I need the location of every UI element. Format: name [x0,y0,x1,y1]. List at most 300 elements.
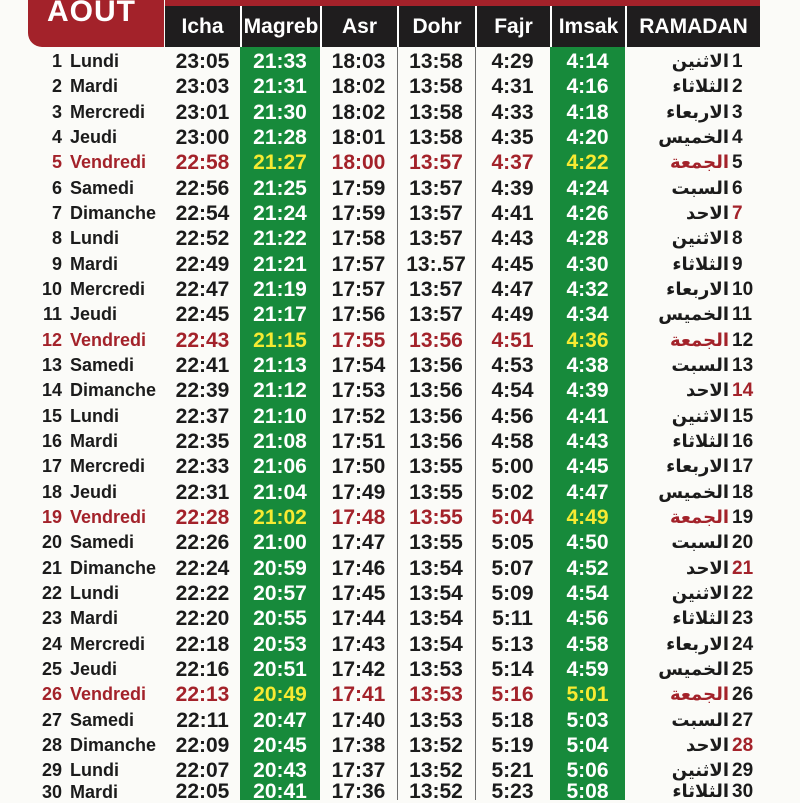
magreb-time: 20:53 [253,632,307,656]
day-name: Jeudi [70,658,118,679]
ramadan-cell [625,353,760,378]
asr-time: 17:40 [331,708,386,732]
day-name: Dimanche [70,734,157,755]
ramadan-cell [625,429,760,454]
fajr-time: 4:53 [491,353,534,377]
ramadan-cell [625,302,760,327]
imsak-time: 4:43 [566,429,609,453]
asr-time: 17:37 [331,759,386,783]
day-name: Lundi [70,582,119,603]
asr-time: 18:02 [331,75,386,99]
table-row [28,100,760,125]
dohr-time: 13:57 [409,277,463,301]
dohr-time: 13:57 [409,201,463,225]
day-number: 1 [51,51,62,71]
imsak-time: 5:01 [566,683,609,707]
ramadan-cell [625,480,760,505]
imsak-time: 4:22 [566,151,609,175]
day-name: Jeudi [70,481,118,502]
table-row [28,581,760,606]
asr-time: 17:53 [331,379,386,403]
icha-time: 22:05 [175,779,230,803]
day-name: Mercredi [70,633,146,654]
ramadan-day-name: السبت [671,709,729,731]
ramadan-day-number: 4 [732,126,743,148]
fajr-time: 4:47 [491,277,534,301]
icha-time: 22:22 [175,581,230,605]
icha-time: 22:43 [175,328,230,352]
ramadan-day-name: الثلاثاء [672,430,729,452]
day-number: 10 [41,278,62,299]
dohr-time: 13:54 [409,607,463,631]
asr-time: 18:00 [331,151,386,175]
ramadan-cell [625,328,760,353]
day-name: Vendredi [70,152,147,173]
table-row [28,49,760,74]
icha-time: 22:28 [175,505,230,529]
ramadan-day-number: 5 [732,152,743,174]
asr-time: 17:44 [331,607,386,631]
day-number: 9 [51,253,62,274]
dohr-time: 13:52 [409,759,463,783]
ramadan-day-name: الثلاثاء [672,608,729,630]
asr-time: 17:59 [331,201,386,225]
magreb-time: 21:15 [253,328,307,352]
imsak-time: 4:58 [566,632,609,656]
table-row [28,657,760,682]
magreb-time: 21:17 [253,303,307,327]
column-header-magreb: Magreb [240,6,320,47]
ramadan-day-number: 25 [732,658,754,680]
ramadan-day-name: الاثنين [671,51,729,72]
imsak-time: 4:59 [566,657,609,681]
ramadan-cell [625,780,760,802]
ramadan-day-number: 27 [732,709,754,731]
day-number: 16 [41,430,62,451]
ramadan-day-number: 26 [732,684,754,706]
fajr-time: 5:09 [491,581,534,605]
table-row [28,302,760,327]
ramadan-day-name: السبت [671,177,729,199]
dohr-time: 13:53 [409,657,463,681]
icha-time: 23:05 [175,50,230,73]
ramadan-day-number: 23 [732,608,754,630]
ramadan-day-number: 6 [732,177,743,199]
fajr-time: 5:13 [491,632,534,656]
table-row [28,226,760,251]
ramadan-day-name: الثلاثاء [672,780,729,802]
ramadan-day-name: الاثنين [671,405,729,427]
day-name: Mercredi [70,278,146,299]
day-number: 7 [51,202,62,223]
icha-time: 23:01 [175,100,230,124]
fajr-time: 5:02 [491,480,534,504]
month-tab [28,0,164,47]
asr-time: 17:55 [331,328,386,352]
ramadan-day-number: 7 [732,202,743,224]
column-header-icha: Icha [165,6,240,47]
icha-time: 22:07 [175,759,230,783]
fajr-time: 4:35 [491,125,534,149]
icha-time: 23:00 [175,125,230,149]
table-row [28,530,760,555]
magreb-time: 21:33 [253,50,307,73]
ramadan-day-name: الاربعاء [666,633,729,655]
fajr-time: 5:05 [491,531,534,555]
ramadan-day-name: الجمعة [669,152,729,174]
ramadan-day-number: 30 [732,780,754,802]
asr-time: 17:57 [331,252,386,276]
table-row [28,150,760,175]
dohr-time: 13:53 [409,708,463,732]
imsak-time: 4:45 [566,455,609,479]
imsak-time: 4:49 [566,505,609,529]
table-row [28,277,760,302]
ramadan-day-number: 14 [732,380,754,402]
ramadan-cell [625,226,760,251]
day-name: Lundi [70,51,119,71]
ramadan-cell [625,657,760,682]
day-name: Lundi [70,405,119,426]
ramadan-day-name: الاربعاء [666,101,729,123]
asr-time: 17:42 [331,657,386,681]
magreb-time: 21:19 [253,277,307,301]
fajr-time: 4:54 [491,379,534,403]
imsak-time: 4:30 [566,252,609,276]
day-name: Vendredi [70,506,147,527]
ramadan-day-name: الجمعة [669,506,729,528]
table-row [28,404,760,429]
icha-time: 22:13 [175,683,230,707]
ramadan-day-number: 18 [732,481,754,503]
ramadan-day-name: السبت [671,532,729,554]
ramadan-day-name: الخميس [658,481,729,503]
ramadan-day-number: 11 [732,304,753,326]
imsak-time: 4:24 [566,176,609,200]
asr-time: 17:52 [331,404,386,428]
column-header-imsak: Imsak [550,6,625,47]
column-header-bar [165,0,760,47]
imsak-time: 5:06 [566,759,609,783]
imsak-time: 4:26 [566,201,609,225]
day-name: Vendredi [70,684,147,705]
fajr-time: 5:21 [491,759,534,783]
fajr-time: 5:14 [491,657,534,681]
day-name: Dimanche [70,202,157,223]
ramadan-day-number: 12 [732,329,754,351]
asr-time: 17:46 [331,556,386,580]
day-number: 12 [41,329,62,350]
day-name: Jeudi [70,304,118,325]
day-name: Mercredi [70,101,146,122]
table-row [28,125,760,150]
ramadan-cell [625,708,760,733]
dohr-time: 13:56 [409,353,463,377]
dohr-time: 13:53 [409,683,463,707]
icha-time: 22:24 [175,556,230,580]
imsak-time: 4:34 [566,303,609,327]
day-name: Dimanche [70,557,157,578]
fajr-time: 4:49 [491,303,534,327]
magreb-time: 21:10 [253,404,307,428]
ramadan-day-number: 22 [732,582,754,604]
day-number: 15 [41,405,62,426]
asr-time: 18:03 [331,50,386,73]
ramadan-cell [625,632,760,657]
magreb-time: 20:41 [253,779,307,803]
magreb-time: 21:04 [253,480,307,504]
magreb-time: 20:47 [253,708,307,732]
icha-time: 22:09 [175,733,230,757]
asr-time: 17:38 [331,733,386,757]
day-number: 6 [51,177,62,198]
timetable-body [28,49,760,803]
magreb-time: 21:30 [253,100,307,124]
magreb-time: 21:21 [253,252,307,276]
imsak-time: 4:36 [566,328,609,352]
dohr-time: 13:55 [409,455,463,479]
fajr-time: 4:39 [491,176,534,200]
icha-time: 22:54 [175,201,230,225]
imsak-time: 4:38 [566,353,609,377]
ramadan-cell [625,733,760,758]
month-label: AOUT [47,0,136,28]
ramadan-cell [625,378,760,403]
day-number: 2 [51,76,62,97]
icha-time: 22:58 [175,151,230,175]
ramadan-day-name: الاحد [686,734,729,756]
ramadan-cell [625,277,760,302]
table-row [28,708,760,733]
asr-time: 17:45 [331,581,386,605]
day-name: Lundi [70,760,119,781]
day-name: Mardi [70,781,119,802]
ramadan-cell [625,49,760,74]
table-row [28,556,760,581]
icha-time: 22:45 [175,303,230,327]
imsak-time: 4:52 [566,556,609,580]
asr-time: 17:51 [331,429,386,453]
asr-time: 17:59 [331,176,386,200]
ramadan-day-name: الاربعاء [666,456,729,478]
magreb-time: 21:24 [253,201,307,225]
icha-time: 22:41 [175,353,230,377]
day-number: 22 [41,582,62,603]
magreb-time: 21:22 [253,227,307,251]
dohr-time: 13:52 [409,733,463,757]
asr-time: 17:48 [331,505,386,529]
magreb-time: 21:25 [253,176,307,200]
fajr-time: 5:18 [491,708,534,732]
column-header-fajr: Fajr [475,6,550,47]
day-number: 27 [41,709,62,730]
asr-time: 17:47 [331,531,386,555]
imsak-time: 4:54 [566,581,609,605]
dohr-time: 13:57 [409,303,463,327]
icha-time: 22:26 [175,531,230,555]
icha-time: 22:20 [175,607,230,631]
asr-time: 17:57 [331,277,386,301]
table-row [28,454,760,479]
ramadan-day-number: 3 [732,101,743,123]
icha-time: 22:16 [175,657,230,681]
table-row [28,779,760,803]
ramadan-day-name: الخميس [658,304,729,326]
magreb-time: 21:02 [253,505,307,529]
ramadan-cell [625,74,760,99]
day-number: 19 [41,506,62,527]
day-number: 24 [41,633,62,654]
magreb-time: 20:55 [253,607,307,631]
dohr-time: 13:55 [409,531,463,555]
magreb-time: 21:13 [253,353,307,377]
magreb-time: 21:08 [253,429,307,453]
day-name: Samedi [70,532,135,553]
day-name: Lundi [70,228,119,249]
dohr-time: 13:52 [409,779,463,803]
dohr-time: 13:54 [409,581,463,605]
asr-time: 17:36 [331,779,386,803]
day-number: 26 [41,684,62,705]
ramadan-day-name: الاحد [686,380,729,402]
ramadan-day-name: الخميس [658,126,729,148]
ramadan-cell [625,150,760,175]
ramadan-cell [625,100,760,125]
icha-time: 22:18 [175,632,230,656]
ramadan-day-number: 28 [732,734,754,756]
ramadan-cell [625,176,760,201]
ramadan-day-name: الثلاثاء [672,253,729,275]
magreb-time: 21:12 [253,379,307,403]
ramadan-day-number: 9 [732,253,743,275]
imsak-time: 5:08 [566,779,609,803]
fajr-time: 4:37 [491,151,534,175]
magreb-time: 21:31 [253,75,307,99]
asr-time: 17:43 [331,632,386,656]
table-row [28,252,760,277]
fajr-time: 5:19 [491,733,534,757]
day-number: 18 [41,481,62,502]
imsak-time: 4:56 [566,607,609,631]
day-name: Mardi [70,253,119,274]
magreb-time: 20:49 [253,683,307,707]
dohr-time: 13:55 [409,505,463,529]
icha-time: 22:35 [175,429,230,453]
day-number: 4 [51,126,62,147]
day-number: 25 [41,658,62,679]
ramadan-day-name: الاربعاء [666,278,729,300]
day-name: Vendredi [70,329,147,350]
icha-time: 23:03 [175,75,230,99]
day-name: Samedi [70,709,135,730]
ramadan-day-name: الاحد [686,202,729,224]
day-name: Mercredi [70,456,146,477]
ramadan-day-number: 1 [732,51,743,72]
imsak-time: 4:20 [566,125,609,149]
ramadan-day-number: 20 [732,532,754,554]
icha-time: 22:49 [175,252,230,276]
day-name: Samedi [70,177,135,198]
magreb-time: 21:00 [253,531,307,555]
day-number: 8 [51,228,62,249]
dohr-time: 13:58 [409,125,463,149]
ramadan-cell [625,404,760,429]
day-number: 30 [41,781,62,802]
table-row [28,176,760,201]
column-header-asr: Asr [320,6,397,47]
table-row [28,733,760,758]
fajr-time: 4:29 [491,50,534,73]
table-row [28,606,760,631]
ramadan-cell [625,125,760,150]
imsak-time: 4:41 [566,404,609,428]
column-header-ramadan: RAMADAN [625,6,760,47]
day-name: Dimanche [70,380,157,401]
icha-time: 22:37 [175,404,230,428]
ramadan-cell [625,758,760,783]
table-row [28,429,760,454]
table-row [28,353,760,378]
day-number: 3 [51,101,62,122]
ramadan-cell [625,252,760,277]
fajr-time: 4:51 [491,328,534,352]
dohr-time: 13:54 [409,632,463,656]
ramadan-cell [625,530,760,555]
dohr-time: 13:58 [409,75,463,99]
dohr-time: 13:57 [409,151,463,175]
fajr-time: 5:16 [491,683,534,707]
icha-time: 22:52 [175,227,230,251]
table-row [28,682,760,707]
day-name: Samedi [70,354,135,375]
icha-time: 22:39 [175,379,230,403]
table-row [28,758,760,783]
day-number: 5 [51,152,62,173]
asr-time: 17:50 [331,455,386,479]
icha-time: 22:31 [175,480,230,504]
dohr-time: 13:57 [409,176,463,200]
dohr-time: 13:56 [409,429,463,453]
icha-time: 22:56 [175,176,230,200]
imsak-time: 4:47 [566,480,609,504]
day-number: 13 [41,354,62,375]
magreb-time: 20:43 [253,759,307,783]
ramadan-cell [625,606,760,631]
day-number: 29 [41,760,62,781]
fajr-time: 4:45 [491,252,534,276]
table-row [28,632,760,657]
dohr-time: 13:55 [409,480,463,504]
day-name: Jeudi [70,126,118,147]
imsak-time: 5:04 [566,733,609,757]
magreb-time: 20:57 [253,581,307,605]
fajr-time: 4:31 [491,75,534,99]
table-row [28,505,760,530]
dohr-time: 13:56 [409,328,463,352]
day-number: 21 [41,557,62,578]
table-row [28,378,760,403]
day-number: 20 [41,532,62,553]
ramadan-day-name: الجمعة [669,684,729,706]
ramadan-cell [625,201,760,226]
fajr-time: 5:07 [491,556,534,580]
table-row [28,328,760,353]
imsak-time: 4:18 [566,100,609,124]
asr-time: 17:54 [331,353,386,377]
dohr-time: 13:.57 [406,252,466,276]
imsak-time: 4:14 [566,50,609,73]
day-name: Mardi [70,608,119,629]
